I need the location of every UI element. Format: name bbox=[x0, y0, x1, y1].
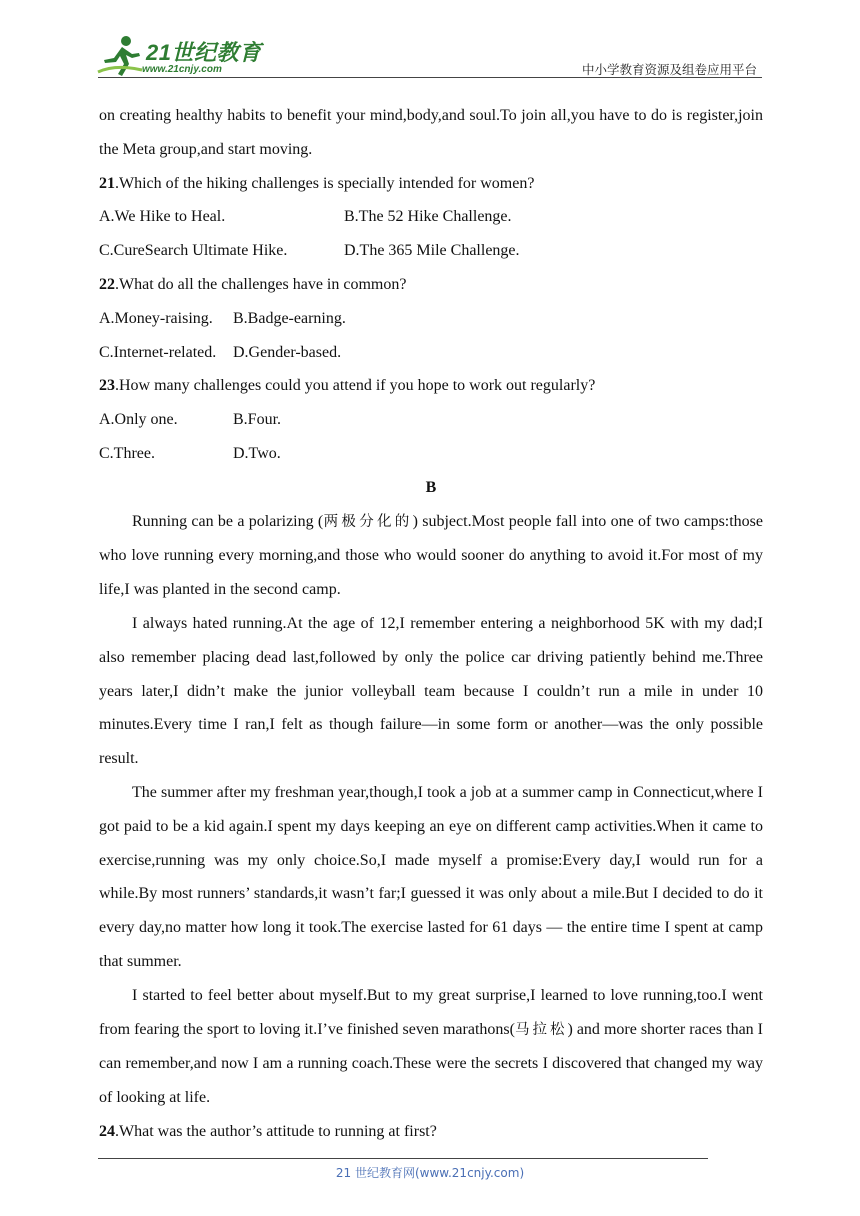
question-23 bbox=[99, 369, 763, 403]
options-row bbox=[99, 403, 763, 437]
option-a: A.We Hike to Heal. bbox=[99, 208, 226, 226]
question-number: 23 bbox=[99, 377, 115, 395]
question-24 bbox=[99, 1115, 763, 1149]
paragraph-text: ) and more shorter races than I can remember,and now I am a running coach.These were the secrets I discovered that changed my way of looking at life. bbox=[99, 1020, 764, 1107]
options-row bbox=[99, 336, 763, 370]
option-c: C.Three. bbox=[99, 444, 155, 462]
question-22 bbox=[99, 268, 763, 302]
question-text: .Which of the hiking challenges is specially intended for women? bbox=[115, 174, 535, 192]
option-c: C.CureSearch Ultimate Hike. bbox=[99, 242, 288, 260]
question-21 bbox=[99, 167, 763, 201]
options-row bbox=[99, 200, 763, 234]
logo-url: www.21cnjy.com bbox=[142, 64, 222, 75]
footer-divider bbox=[98, 1158, 708, 1159]
passage-paragraph-3: The summer after my freshman year,though,I took a job at a summer camp in Connecticut,where I got paid to be a kid again.I spent my days keeping an eye on different camp activities.When it came to exercise,running was my only choice.So,I made myself a promise:Every day,I would run for a while.By most runners’ standards,it wasn’t far;I guessed it was only about a mile.But I decided to do it every day,no matter how long it took.The exercise lasted for 61 days — the entire time I spent at camp that summer. bbox=[99, 783, 763, 970]
option-a: A.Money-raising. bbox=[99, 309, 213, 327]
question-number: 22 bbox=[99, 275, 115, 293]
option-d: D.Gender-based. bbox=[233, 343, 342, 361]
option-d: D.Two. bbox=[233, 444, 281, 462]
passage-paragraph-2: I always hated running.At the age of 12,I remember entering a neighborhood 5K with my dad;I also remember placing dead last,followed by only the police car driving patiently behind me.Three years later,I didn’t make the junior volleyball team because I couldn’t run a mile in under 10 minutes.Every time I ran,I felt as though failure—in some form or another—was the only possible result. bbox=[99, 614, 763, 768]
option-b: B.Four. bbox=[233, 411, 282, 429]
document-body bbox=[99, 99, 763, 1149]
options-row bbox=[99, 302, 763, 336]
header-divider bbox=[98, 77, 762, 78]
paragraph-text: ) subject.Most people fall into one of two camps:those who love running every morning,and those who would sooner do anything to avoid it.For most of my life,I was planted in the second camp. bbox=[99, 512, 764, 599]
option-c: C.Internet-related. bbox=[99, 343, 217, 361]
header-platform-text: 中小学教育资源及组卷应用平台 bbox=[581, 62, 757, 77]
option-a: A.Only one. bbox=[99, 411, 178, 429]
logo-text: 21世纪教育 bbox=[146, 40, 262, 65]
question-number: 24 bbox=[99, 1122, 115, 1140]
option-b: B.Badge-earning. bbox=[233, 309, 346, 327]
question-number: 21 bbox=[99, 174, 115, 192]
intro-continuation: on creating healthy habits to benefit your mind,body,and soul.To join all,you have to do is register,join the Meta group,and start moving. bbox=[99, 107, 763, 158]
options-row bbox=[99, 437, 763, 471]
runner-logo-icon bbox=[96, 34, 144, 78]
question-text: .How many challenges could you attend if you hope to work out regularly? bbox=[115, 377, 596, 395]
passage-paragraph-4 bbox=[99, 979, 763, 1115]
chinese-gloss: 两极分化的 bbox=[323, 513, 413, 530]
passage-paragraph-1 bbox=[99, 505, 763, 607]
paragraph-text: I started to feel better about myself.But to my great surprise,I learned to love running,too.I went from fearing the sport to loving it.I’ve finished seven marathons( bbox=[99, 986, 763, 1038]
logo bbox=[96, 34, 266, 78]
question-text: .What do all the challenges have in common? bbox=[115, 275, 407, 293]
options-row bbox=[99, 234, 763, 268]
paragraph-text: Running can be a polarizing ( bbox=[132, 512, 324, 530]
page-header bbox=[0, 0, 860, 80]
option-b: B.The 52 Hike Challenge. bbox=[344, 208, 512, 226]
question-text: .What was the author’s attitude to running at first? bbox=[115, 1122, 437, 1140]
chinese-gloss: 马拉松 bbox=[514, 1021, 568, 1038]
section-b-title: B bbox=[425, 478, 437, 496]
option-d: D.The 365 Mile Challenge. bbox=[344, 242, 520, 260]
page-footer: 21 世纪教育网(www.21cnjy.com) bbox=[335, 1166, 525, 1180]
